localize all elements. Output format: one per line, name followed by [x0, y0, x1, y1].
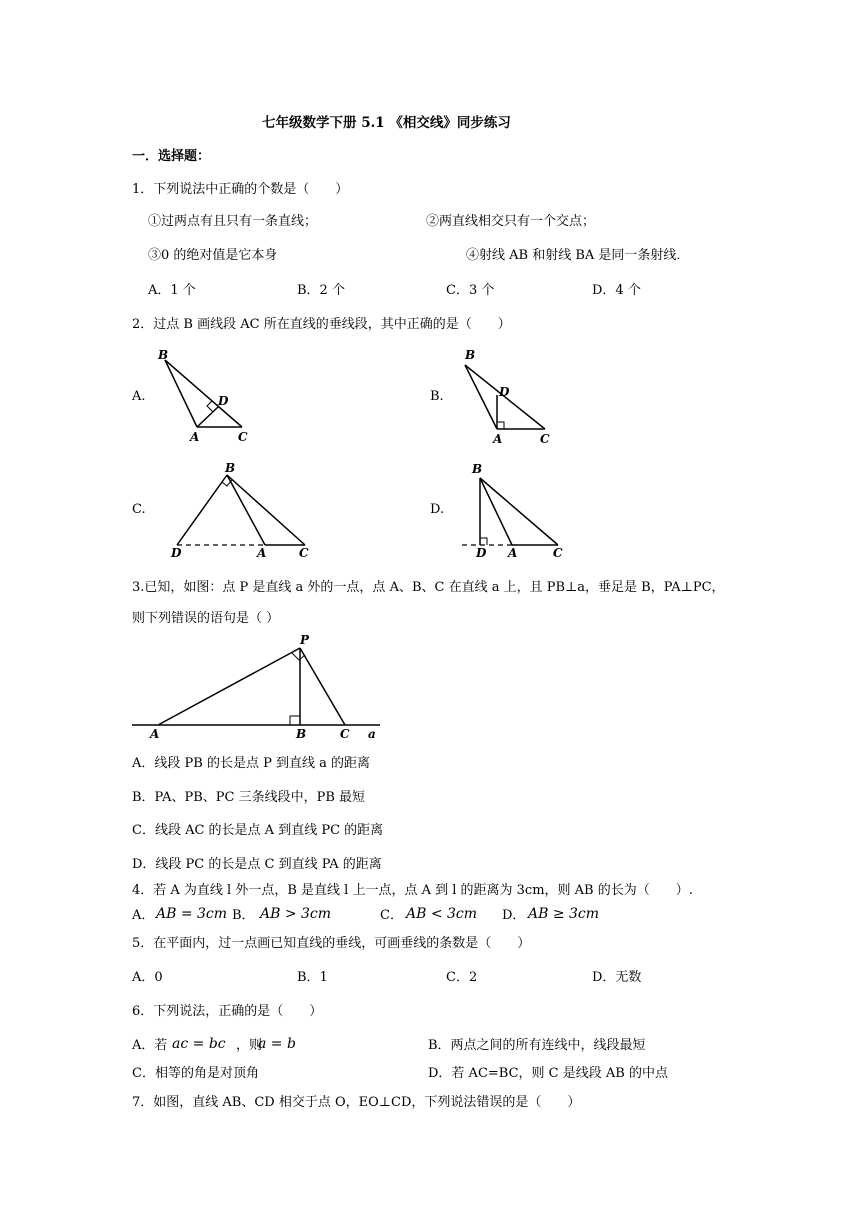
q2a-point-a: A — [190, 430, 200, 444]
q2c-point-c: C — [299, 546, 309, 560]
q5-option-a: A．0 — [132, 970, 163, 985]
q2-figure-d — [460, 460, 580, 560]
q2a-point-b: B — [158, 348, 169, 362]
q2-figure-c — [165, 460, 325, 560]
q1-option-d: D．4 个 — [592, 283, 641, 298]
q4-option-a-label: A． — [132, 908, 155, 923]
q2-stem: 2．过点 B 画线段 AC 所在直线的垂线段，其中正确的是（ ） — [132, 317, 511, 332]
q2b-point-b: B — [465, 348, 476, 362]
section-heading: 一．选择题： — [132, 149, 211, 164]
q5-option-d: D．无数 — [592, 970, 642, 985]
q2-option-a-label: A. — [132, 389, 146, 404]
q6-option-a-mid: ，则 — [236, 1038, 263, 1053]
q2a-point-c: C — [238, 430, 248, 444]
q1-stem: 1．下列说法中正确的个数是（ ） — [132, 182, 349, 197]
q3-stem-line-2: 则下列错误的语句是（ ） — [132, 611, 280, 626]
q2-option-c-label: C. — [132, 502, 146, 517]
q4-option-a-math: AB = 3cm — [156, 906, 228, 922]
q4-option-d-label: D． — [502, 908, 526, 923]
q6-option-c: C．相等的角是对顶角 — [132, 1066, 259, 1081]
q1-statement-4: ④射线 AB 和射线 BA 是同一条射线． — [466, 248, 690, 263]
q1-statement-2: ②两直线相交只有一个交点； — [426, 214, 596, 229]
q2a-point-d: D — [218, 394, 229, 408]
q4-option-b-label: B． — [232, 908, 255, 923]
q2c-point-d: D — [171, 546, 182, 560]
q4-option-c-label: C． — [380, 908, 403, 923]
q4-option-c-math: AB < 3cm — [406, 906, 478, 922]
q3-line-a: a — [368, 727, 376, 741]
q1-option-a: A．1 个 — [148, 283, 196, 298]
q3-option-c: C．线段 AC 的长是点 A 到直线 PC 的距离 — [132, 823, 384, 838]
q5-option-c: C．2 — [446, 970, 478, 985]
q2-option-b-label: B. — [430, 389, 444, 404]
q6-option-b: B．两点之间的所有连线中，线段最短 — [428, 1038, 646, 1053]
q2d-point-b: B — [472, 462, 483, 476]
q4-option-b-math: AB > 3cm — [260, 906, 332, 922]
q2b-point-c: C — [540, 432, 550, 446]
q3-point-p: P — [300, 633, 310, 647]
q2c-point-a: A — [257, 546, 267, 560]
q3-option-d: D．线段 PC 的长是点 C 到直线 PA 的距离 — [132, 857, 382, 872]
q5-option-b: B．1 — [297, 970, 328, 985]
page-title: 七年级数学下册 5.1 《相交线》同步练习 — [262, 115, 511, 131]
q6-option-a-math-1: ac = bc — [172, 1036, 226, 1052]
q3-point-a: A — [150, 727, 160, 741]
q2d-point-d: D — [476, 546, 487, 560]
q6-option-d: D．若 AC=BC，则 C 是线段 AB 的中点 — [428, 1066, 668, 1081]
q1-statement-3: ③0 的绝对值是它本身 — [148, 248, 278, 263]
q3-point-b: B — [296, 727, 307, 741]
q2-figure-a — [150, 345, 260, 445]
q2b-point-a: A — [493, 432, 503, 446]
q4-option-d-math: AB ≥ 3cm — [528, 906, 600, 922]
q2c-point-b: B — [225, 461, 236, 475]
q6-option-a-prefix: A．若 — [132, 1038, 168, 1053]
q6-stem: 6．下列说法，正确的是（ ） — [132, 1004, 323, 1019]
q3-option-a: A．线段 PB 的长是点 P 到直线 a 的距离 — [132, 756, 370, 771]
q3-point-c: C — [340, 727, 350, 741]
q2-option-d-label: D. — [430, 502, 445, 517]
q3-option-b: B．PA、PB、PC 三条线段中，PB 最短 — [132, 790, 366, 805]
q3-figure — [130, 630, 400, 745]
q7-stem: 7．如图，直线 AB、CD 相交于点 O，EO⊥CD，下列说法错误的是（ ） — [132, 1095, 581, 1110]
q1-statement-1: ①过两点有且只有一条直线； — [148, 214, 318, 229]
q3-stem-line-1: 3.已知，如图：点 P 是直线 a 外的一点，点 A、B、C 在直线 a 上，且 PB⊥a，垂足是 B，PA⊥PC， — [132, 580, 725, 595]
q6-option-a-math-2: a = b — [258, 1036, 296, 1052]
q2b-point-d: D — [499, 385, 510, 399]
q1-option-c: C．3 个 — [446, 283, 495, 298]
q2-figure-b — [455, 345, 565, 445]
q5-stem: 5．在平面内，过一点画已知直线的垂线，可画垂线的条数是（ ） — [132, 936, 531, 951]
q1-option-b: B．2 个 — [297, 283, 345, 298]
q2d-point-a: A — [508, 546, 518, 560]
q4-stem: 4．若 A 为直线 l 外一点，B 是直线 l 上一点，点 A 到 l 的距离为 3cm，则 AB 的长为（ ）. — [132, 883, 693, 898]
q2d-point-c: C — [553, 546, 563, 560]
